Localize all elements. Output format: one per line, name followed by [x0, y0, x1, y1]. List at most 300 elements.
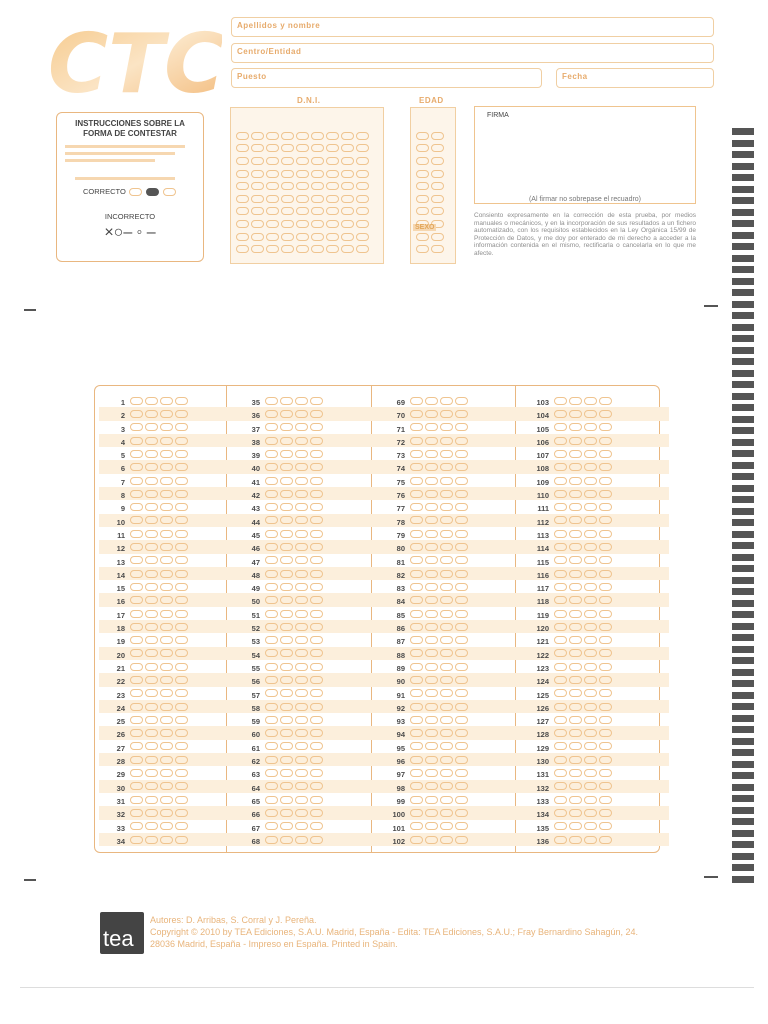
answer-bubble[interactable] [280, 490, 293, 498]
answer-bubble[interactable] [455, 716, 468, 724]
answer-bubble[interactable] [310, 689, 323, 697]
dni-bubble[interactable] [266, 182, 279, 190]
dni-bubble[interactable] [326, 207, 339, 215]
answer-bubble[interactable] [599, 570, 612, 578]
answer-bubble[interactable] [295, 610, 308, 618]
answer-bubble[interactable] [280, 796, 293, 804]
question-row[interactable] [234, 660, 380, 673]
question-row[interactable] [234, 554, 380, 567]
question-row[interactable] [99, 700, 245, 713]
question-row[interactable] [99, 580, 245, 593]
question-row[interactable] [99, 447, 245, 460]
answer-bubble[interactable] [145, 769, 158, 777]
answer-bubble[interactable] [280, 623, 293, 631]
answer-bubble[interactable] [175, 769, 188, 777]
answer-bubble[interactable] [295, 437, 308, 445]
answer-bubble[interactable] [410, 676, 423, 684]
edad-bubble[interactable] [431, 144, 444, 152]
dni-bubble[interactable] [326, 195, 339, 203]
answer-bubble[interactable] [599, 716, 612, 724]
answer-bubble[interactable] [145, 530, 158, 538]
answer-bubble[interactable] [175, 809, 188, 817]
answer-bubble[interactable] [410, 689, 423, 697]
answer-bubble[interactable] [569, 596, 582, 604]
edad-bubble[interactable] [416, 245, 429, 253]
answer-bubble[interactable] [584, 450, 597, 458]
question-row[interactable] [234, 780, 380, 793]
answer-bubble[interactable] [130, 689, 143, 697]
answer-bubble[interactable] [554, 729, 567, 737]
question-row[interactable] [379, 407, 525, 420]
answer-bubble[interactable] [554, 623, 567, 631]
question-row[interactable] [99, 487, 245, 500]
dni-bubble[interactable] [341, 195, 354, 203]
answer-bubble[interactable] [145, 610, 158, 618]
answer-bubble[interactable] [569, 556, 582, 564]
answer-bubble[interactable] [554, 663, 567, 671]
question-row[interactable] [523, 833, 669, 846]
question-row[interactable] [379, 421, 525, 434]
answer-bubble[interactable] [569, 782, 582, 790]
answer-bubble[interactable] [265, 516, 278, 524]
answer-bubble[interactable] [569, 437, 582, 445]
answer-bubble[interactable] [160, 450, 173, 458]
answer-bubble[interactable] [569, 676, 582, 684]
answer-bubble[interactable] [280, 729, 293, 737]
answer-bubble[interactable] [569, 636, 582, 644]
answer-bubble[interactable] [410, 822, 423, 830]
question-row[interactable] [523, 593, 669, 606]
answer-bubble[interactable] [584, 463, 597, 471]
question-row[interactable] [234, 753, 380, 766]
answer-bubble[interactable] [160, 437, 173, 445]
answer-bubble[interactable] [455, 796, 468, 804]
answer-bubble[interactable] [160, 649, 173, 657]
answer-bubble[interactable] [425, 636, 438, 644]
dni-bubble[interactable] [251, 132, 264, 140]
answer-bubble[interactable] [455, 543, 468, 551]
answer-bubble[interactable] [130, 796, 143, 804]
answer-bubble[interactable] [569, 423, 582, 431]
question-row[interactable] [523, 607, 669, 620]
answer-bubble[interactable] [455, 663, 468, 671]
answer-bubble[interactable] [410, 663, 423, 671]
answer-bubble[interactable] [145, 423, 158, 431]
question-row[interactable] [234, 527, 380, 540]
answer-bubble[interactable] [160, 477, 173, 485]
question-row[interactable] [379, 766, 525, 779]
answer-bubble[interactable] [410, 623, 423, 631]
answer-bubble[interactable] [130, 663, 143, 671]
answer-bubble[interactable] [554, 676, 567, 684]
answer-bubble[interactable] [310, 570, 323, 578]
dni-bubble[interactable] [266, 220, 279, 228]
answer-bubble[interactable] [410, 610, 423, 618]
answer-bubble[interactable] [584, 729, 597, 737]
answer-bubble[interactable] [145, 809, 158, 817]
question-row[interactable] [99, 780, 245, 793]
dni-bubble[interactable] [266, 195, 279, 203]
question-row[interactable] [523, 394, 669, 407]
answer-bubble[interactable] [599, 742, 612, 750]
question-row[interactable] [234, 514, 380, 527]
answer-bubble[interactable] [280, 689, 293, 697]
answer-bubble[interactable] [130, 596, 143, 604]
answer-bubble[interactable] [175, 596, 188, 604]
answer-bubble[interactable] [160, 636, 173, 644]
answer-bubble[interactable] [145, 742, 158, 750]
question-row[interactable] [99, 793, 245, 806]
dni-bubble[interactable] [281, 233, 294, 241]
answer-bubble[interactable] [425, 583, 438, 591]
answer-bubble[interactable] [130, 623, 143, 631]
answer-bubble[interactable] [265, 543, 278, 551]
answer-bubble[interactable] [599, 756, 612, 764]
answer-bubble[interactable] [310, 583, 323, 591]
answer-bubble[interactable] [310, 437, 323, 445]
dni-bubble[interactable] [236, 170, 249, 178]
question-row[interactable] [523, 474, 669, 487]
question-row[interactable] [379, 700, 525, 713]
answer-bubble[interactable] [410, 703, 423, 711]
question-row[interactable] [99, 394, 245, 407]
answer-bubble[interactable] [265, 676, 278, 684]
answer-bubble[interactable] [599, 530, 612, 538]
question-row[interactable] [99, 726, 245, 739]
answer-bubble[interactable] [145, 649, 158, 657]
answer-bubble[interactable] [425, 556, 438, 564]
answer-bubble[interactable] [584, 663, 597, 671]
answer-bubble[interactable] [295, 769, 308, 777]
dni-bubble[interactable] [266, 233, 279, 241]
answer-bubble[interactable] [554, 477, 567, 485]
answer-bubble[interactable] [295, 836, 308, 844]
answer-bubble[interactable] [295, 477, 308, 485]
answer-bubble[interactable] [569, 822, 582, 830]
answer-bubble[interactable] [440, 782, 453, 790]
answer-bubble[interactable] [175, 836, 188, 844]
answer-bubble[interactable] [455, 636, 468, 644]
answer-bubble[interactable] [280, 503, 293, 511]
answer-bubble[interactable] [175, 397, 188, 405]
answer-bubble[interactable] [145, 556, 158, 564]
question-row[interactable] [99, 687, 245, 700]
dni-bubble[interactable] [296, 220, 309, 228]
answer-bubble[interactable] [554, 769, 567, 777]
question-row[interactable] [523, 421, 669, 434]
answer-bubble[interactable] [145, 490, 158, 498]
dni-bubble[interactable] [341, 144, 354, 152]
question-row[interactable] [379, 673, 525, 686]
answer-bubble[interactable] [599, 636, 612, 644]
answer-bubble[interactable] [130, 437, 143, 445]
question-row[interactable] [379, 753, 525, 766]
answer-bubble[interactable] [160, 463, 173, 471]
question-row[interactable] [523, 407, 669, 420]
answer-bubble[interactable] [295, 623, 308, 631]
answer-bubble[interactable] [599, 769, 612, 777]
question-row[interactable] [523, 660, 669, 673]
answer-bubble[interactable] [425, 543, 438, 551]
question-row[interactable] [99, 421, 245, 434]
answer-bubble[interactable] [310, 756, 323, 764]
answer-bubble[interactable] [310, 769, 323, 777]
answer-bubble[interactable] [175, 556, 188, 564]
question-row[interactable] [99, 527, 245, 540]
answer-bubble[interactable] [440, 463, 453, 471]
answer-bubble[interactable] [160, 516, 173, 524]
question-row[interactable] [234, 407, 380, 420]
answer-bubble[interactable] [160, 610, 173, 618]
answer-bubble[interactable] [554, 516, 567, 524]
question-row[interactable] [234, 687, 380, 700]
answer-bubble[interactable] [310, 410, 323, 418]
answer-bubble[interactable] [130, 703, 143, 711]
answer-bubble[interactable] [145, 410, 158, 418]
answer-bubble[interactable] [160, 756, 173, 764]
answer-bubble[interactable] [554, 610, 567, 618]
dni-bubble[interactable] [251, 207, 264, 215]
answer-bubble[interactable] [145, 756, 158, 764]
answer-bubble[interactable] [410, 636, 423, 644]
question-row[interactable] [234, 607, 380, 620]
answer-bubble[interactable] [554, 596, 567, 604]
answer-bubble[interactable] [295, 703, 308, 711]
answer-bubble[interactable] [160, 822, 173, 830]
answer-bubble[interactable] [160, 490, 173, 498]
dni-bubble[interactable] [356, 207, 369, 215]
answer-bubble[interactable] [569, 729, 582, 737]
answer-bubble[interactable] [280, 570, 293, 578]
question-row[interactable] [523, 514, 669, 527]
answer-bubble[interactable] [265, 623, 278, 631]
answer-bubble[interactable] [569, 543, 582, 551]
answer-bubble[interactable] [175, 756, 188, 764]
question-row[interactable] [379, 447, 525, 460]
answer-bubble[interactable] [584, 769, 597, 777]
answer-bubble[interactable] [160, 676, 173, 684]
answer-bubble[interactable] [310, 703, 323, 711]
answer-bubble[interactable] [425, 490, 438, 498]
dni-bubble[interactable] [356, 170, 369, 178]
answer-bubble[interactable] [569, 756, 582, 764]
answer-bubble[interactable] [569, 530, 582, 538]
answer-bubble[interactable] [265, 729, 278, 737]
answer-bubble[interactable] [310, 636, 323, 644]
answer-bubble[interactable] [130, 649, 143, 657]
answer-bubble[interactable] [425, 437, 438, 445]
answer-bubble[interactable] [145, 570, 158, 578]
answer-bubble[interactable] [440, 809, 453, 817]
answer-bubble[interactable] [440, 703, 453, 711]
answer-bubble[interactable] [130, 450, 143, 458]
answer-bubble[interactable] [145, 716, 158, 724]
answer-bubble[interactable] [175, 689, 188, 697]
edad-bubble[interactable] [431, 233, 444, 241]
question-row[interactable] [234, 460, 380, 473]
answer-bubble[interactable] [130, 477, 143, 485]
answer-bubble[interactable] [310, 809, 323, 817]
answer-bubble[interactable] [175, 423, 188, 431]
answer-bubble[interactable] [584, 756, 597, 764]
answer-bubble[interactable] [160, 410, 173, 418]
question-row[interactable] [99, 673, 245, 686]
answer-bubble[interactable] [160, 689, 173, 697]
question-row[interactable] [234, 726, 380, 739]
answer-bubble[interactable] [160, 556, 173, 564]
answer-bubble[interactable] [265, 503, 278, 511]
question-row[interactable] [379, 780, 525, 793]
dni-bubble[interactable] [356, 245, 369, 253]
answer-bubble[interactable] [265, 836, 278, 844]
answer-bubble[interactable] [554, 716, 567, 724]
answer-bubble[interactable] [455, 782, 468, 790]
answer-bubble[interactable] [160, 716, 173, 724]
answer-bubble[interactable] [310, 663, 323, 671]
answer-bubble[interactable] [310, 556, 323, 564]
dni-bubble[interactable] [311, 182, 324, 190]
answer-bubble[interactable] [295, 397, 308, 405]
question-row[interactable] [523, 620, 669, 633]
answer-bubble[interactable] [310, 729, 323, 737]
answer-bubble[interactable] [599, 583, 612, 591]
answer-bubble[interactable] [160, 769, 173, 777]
firma-box[interactable] [474, 106, 696, 204]
answer-bubble[interactable] [569, 490, 582, 498]
answer-bubble[interactable] [145, 689, 158, 697]
answer-bubble[interactable] [265, 636, 278, 644]
edad-bubble[interactable] [431, 157, 444, 165]
dni-bubble[interactable] [251, 220, 264, 228]
answer-bubble[interactable] [130, 530, 143, 538]
question-row[interactable] [99, 540, 245, 553]
answer-bubble[interactable] [295, 756, 308, 764]
dni-bubble[interactable] [311, 207, 324, 215]
answer-bubble[interactable] [175, 649, 188, 657]
answer-bubble[interactable] [440, 742, 453, 750]
answer-bubble[interactable] [599, 596, 612, 604]
dni-bubble[interactable] [266, 157, 279, 165]
answer-bubble[interactable] [599, 782, 612, 790]
dni-bubble[interactable] [266, 144, 279, 152]
dni-bubble[interactable] [296, 157, 309, 165]
answer-bubble[interactable] [455, 437, 468, 445]
dni-bubble[interactable] [281, 182, 294, 190]
question-row[interactable] [99, 434, 245, 447]
dni-bubble[interactable] [296, 182, 309, 190]
answer-bubble[interactable] [440, 583, 453, 591]
answer-bubble[interactable] [455, 769, 468, 777]
answer-bubble[interactable] [584, 836, 597, 844]
answer-bubble[interactable] [280, 716, 293, 724]
answer-bubble[interactable] [554, 410, 567, 418]
answer-bubble[interactable] [175, 636, 188, 644]
answer-bubble[interactable] [145, 450, 158, 458]
dni-bubble[interactable] [281, 207, 294, 215]
answer-bubble[interactable] [425, 742, 438, 750]
answer-bubble[interactable] [554, 490, 567, 498]
edad-bubble[interactable] [431, 182, 444, 190]
dni-bubble[interactable] [356, 157, 369, 165]
answer-bubble[interactable] [265, 809, 278, 817]
answer-bubble[interactable] [455, 397, 468, 405]
question-row[interactable] [99, 567, 245, 580]
answer-bubble[interactable] [455, 516, 468, 524]
answer-bubble[interactable] [440, 663, 453, 671]
answer-bubble[interactable] [295, 490, 308, 498]
answer-bubble[interactable] [175, 610, 188, 618]
answer-bubble[interactable] [295, 503, 308, 511]
answer-bubble[interactable] [295, 556, 308, 564]
question-row[interactable] [523, 806, 669, 819]
answer-bubble[interactable] [569, 742, 582, 750]
answer-bubble[interactable] [584, 796, 597, 804]
answer-bubble[interactable] [130, 583, 143, 591]
dni-bubble[interactable] [356, 132, 369, 140]
answer-bubble[interactable] [425, 716, 438, 724]
question-row[interactable] [99, 713, 245, 726]
answer-bubble[interactable] [425, 450, 438, 458]
answer-bubble[interactable] [425, 570, 438, 578]
question-row[interactable] [99, 500, 245, 513]
answer-bubble[interactable] [584, 716, 597, 724]
question-row[interactable] [523, 434, 669, 447]
answer-bubble[interactable] [440, 689, 453, 697]
dni-bubble[interactable] [326, 220, 339, 228]
answer-bubble[interactable] [280, 556, 293, 564]
answer-bubble[interactable] [130, 397, 143, 405]
question-row[interactable] [234, 567, 380, 580]
dni-bubble[interactable] [356, 233, 369, 241]
answer-bubble[interactable] [554, 822, 567, 830]
answer-bubble[interactable] [175, 450, 188, 458]
answer-bubble[interactable] [265, 530, 278, 538]
dni-bubble[interactable] [311, 245, 324, 253]
question-row[interactable] [99, 820, 245, 833]
answer-bubble[interactable] [554, 530, 567, 538]
answer-bubble[interactable] [425, 796, 438, 804]
answer-bubble[interactable] [310, 676, 323, 684]
answer-bubble[interactable] [599, 516, 612, 524]
dni-bubble[interactable] [281, 157, 294, 165]
answer-bubble[interactable] [410, 649, 423, 657]
answer-bubble[interactable] [145, 822, 158, 830]
answer-bubble[interactable] [440, 610, 453, 618]
question-row[interactable] [379, 740, 525, 753]
answer-bubble[interactable] [265, 583, 278, 591]
question-row[interactable] [523, 647, 669, 660]
answer-bubble[interactable] [599, 463, 612, 471]
dni-bubble[interactable] [326, 182, 339, 190]
answer-bubble[interactable] [599, 623, 612, 631]
answer-bubble[interactable] [295, 516, 308, 524]
answer-bubble[interactable] [440, 397, 453, 405]
question-row[interactable] [523, 580, 669, 593]
answer-bubble[interactable] [410, 490, 423, 498]
answer-bubble[interactable] [145, 796, 158, 804]
answer-bubble[interactable] [410, 596, 423, 604]
dni-bubble[interactable] [296, 245, 309, 253]
answer-bubble[interactable] [425, 463, 438, 471]
dni-bubble[interactable] [326, 245, 339, 253]
answer-bubble[interactable] [160, 836, 173, 844]
question-row[interactable] [234, 580, 380, 593]
question-row[interactable] [234, 394, 380, 407]
answer-bubble[interactable] [280, 610, 293, 618]
edad-bubble[interactable] [416, 182, 429, 190]
answer-bubble[interactable] [145, 596, 158, 604]
answer-bubble[interactable] [145, 676, 158, 684]
